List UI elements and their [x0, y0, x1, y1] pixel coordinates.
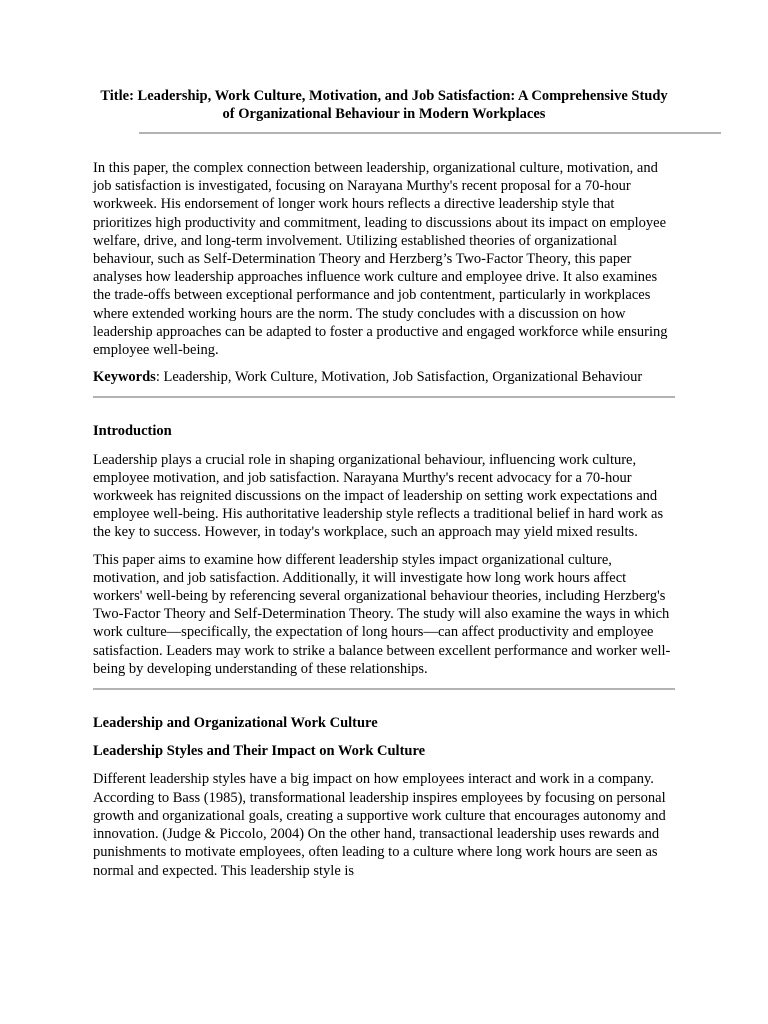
section-divider	[93, 396, 675, 398]
keywords-text: : Leadership, Work Culture, Motivation, Job Satisfaction, Organizational Behaviour	[155, 369, 643, 386]
keywords-label: Keywords	[93, 369, 156, 386]
section-paragraph-1: Different leadership styles have a big impact on how employees interact and work in a company. According to Bass (1985), transformational leadership inspires employees by focusing on personal growth and organizational goals, creating a supportive work culture that encourages autonomy and innovation. (Judge & Piccolo, 2004) On the other hand, transactional leadership uses rewards and punishments to motivate employees, often leading to a culture where long work hours are seen as normal and expected. This leadership style is	[93, 771, 666, 879]
keywords-line	[93, 368, 675, 386]
section-divider	[93, 688, 675, 690]
title-divider	[139, 132, 721, 134]
introduction-paragraph-1: Leadership plays a crucial role in shaping organizational behaviour, influencing work culture, employee motivation, and job satisfaction. Narayana Murthy's recent advocacy for a 70-hour workweek has reignited discussions on the impact of leadership on setting work expectations and employee well-being. His authoritative leadership style reflects a traditional belief in hard work as the key to success. However, in today's workplace, such an approach may yield mixed results.	[93, 451, 664, 541]
document-body	[93, 159, 675, 889]
section-heading: Leadership and Organizational Work Culture	[93, 715, 378, 732]
introduction-paragraph-2: This paper aims to examine how different leadership styles impact organizational culture, motivation, and job satisfaction. Additionally, it will investigate how long work hours affect workers' well-being by referencing several organizational behaviour theories, including Herzberg's Two-Factor Theory and Self-Determination Theory. The study will also examine the ways in which work culture—specifically, the expectation of long hours—can affect productivity and employee satisfaction. Leaders may work to strike a balance between excellent performance and worker well-being by developing understanding of these relationships.	[93, 551, 671, 677]
subsection-heading: Leadership Styles and Their Impact on Work Culture	[93, 743, 426, 760]
document-title: Title: Leadership, Work Culture, Motivation, and Job Satisfaction: A Comprehensive Study of Organizational Behaviour in Modern Workplaces	[100, 88, 668, 122]
abstract-paragraph: In this paper, the complex connection between leadership, organizational culture, motivation, and job satisfaction is investigated, focusing on Narayana Murthy's recent proposal for a 70-hour workweek. His endorsement of longer work hours reflects a directive leadership style that prioritizes high productivity and commitment, leading to discussions about its impact on employee welfare, drive, and long-term involvement. Utilizing established theories of organizational behaviour, such as Self-Determination Theory and Herzberg’s Two-Factor Theory, this paper analyses how leadership approaches influence work culture and employee drive. It also examines the trade-offs between exceptional performance and job contentment, particularly in workplaces where extended working hours are the norm. The study concludes with a discussion on how leadership approaches can be adapted to foster a productive and engaged workforce while ensuring employee well-being.	[93, 160, 668, 359]
introduction-heading: Introduction	[93, 423, 172, 440]
